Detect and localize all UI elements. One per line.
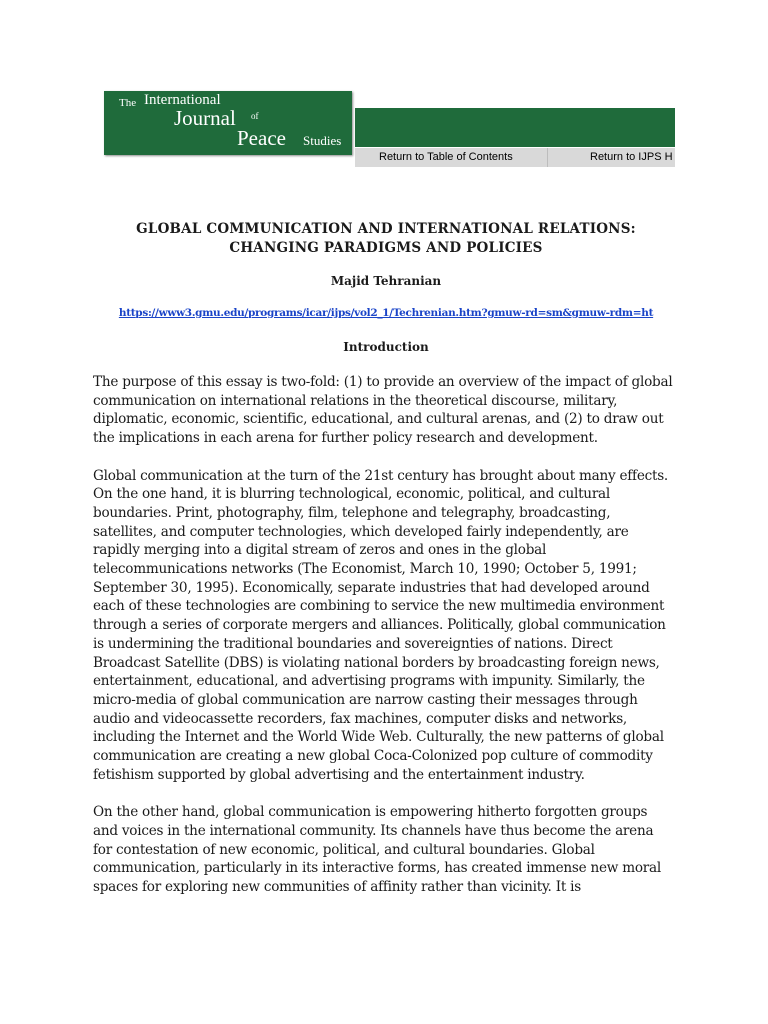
body-paragraph-2: Global communication at the turn of the 21st century has brought about many effects. On the one hand, it is blurring technological, economic, political, and cultural boundaries. Print, photography, film, telephone and telegraphy, broadcasting, satellites, and computer technologies, which developed fairly independently, are rapidly merging into a digital stream of zeros and ones in the global telecommunications networks (The Economist, March 10, 1990; October 5, 1991; September 30, 1995). Economically, separate industries that had developed around each of these technologies are combining to service the new multimedia environment through a series of corporate mergers and alliances. Politically, global communication is undermining the traditional boundaries and sovereignties of nations. Direct Broadcast Satellite (DBS) is violating national borders by broadcasting foreign news, entertainment, educational, and advertising programs with impunity. Similarly, the micro-media of global communication are narrow casting their messages through audio and videocassette recorders, fax machines, computer disks and networks, including the Internet and the World Wide Web. Culturally, the new patterns of global communication are creating a new global Coca-Colonized pop culture of commodity fetishism supported by global advertising and the entertainment industry. bbox=[93, 467, 669, 783]
logo-journal: Journal bbox=[174, 106, 236, 130]
article-title-line-2: CHANGING PARADIGMS AND POLICIES bbox=[229, 240, 543, 256]
article-url-link[interactable]: https://www3.gmu.edu/programs/icar/ijps/vol2_1/Techrenian.htm?gmuw-rd=sm&gmuw-rdm=ht bbox=[118, 307, 654, 319]
journal-logo bbox=[104, 91, 352, 155]
article-title bbox=[96, 220, 676, 258]
header-banner bbox=[355, 108, 675, 147]
logo-peace: Peace bbox=[237, 126, 286, 150]
article-body bbox=[93, 373, 676, 915]
logo-of: of bbox=[251, 111, 259, 121]
logo-the: The bbox=[119, 97, 137, 109]
logo-international: International bbox=[144, 92, 221, 108]
body-paragraph-3: On the other hand, global communication is empowering hitherto forgotten groups and voices in the international community. Its channels have thus become the arena for contestation of new economic, political, and cultural boundaries. Global communication, particularly in its interactive forms, has created immense new moral spaces for exploring new communities of affinity rather than vicinity. It is bbox=[93, 804, 662, 895]
body-paragraph-1: The purpose of this essay is two-fold: (1) to provide an overview of the impact of global communication on international relations in the theoretical discourse, military, diplomatic, economic, scientific, educational, and cultural arenas, and (2) to draw out the implications in each arena for further policy research and development. bbox=[93, 374, 673, 447]
nav-divider bbox=[547, 148, 548, 167]
section-heading: Introduction bbox=[343, 340, 429, 354]
return-to-toc-link[interactable]: Return to Table of Contents bbox=[379, 151, 513, 163]
nav-bar bbox=[355, 148, 675, 167]
article-author: Majid Tehranian bbox=[330, 274, 442, 288]
return-to-ijps-home-link[interactable]: Return to IJPS H bbox=[590, 151, 673, 163]
logo-studies: Studies bbox=[303, 133, 342, 148]
article-title-line-1: GLOBAL COMMUNICATION AND INTERNATIONAL RELATIONS: bbox=[136, 221, 636, 237]
